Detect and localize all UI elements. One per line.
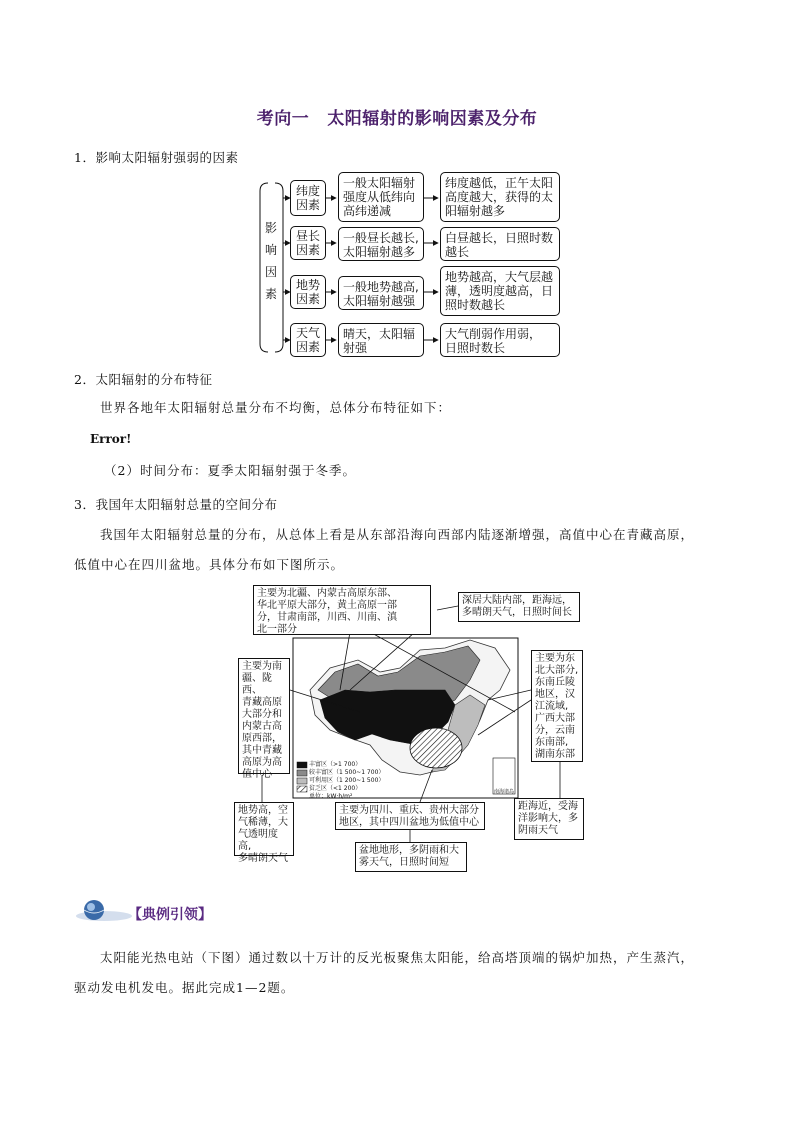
root-label: 影 响 因 素 — [264, 221, 277, 301]
map-label-bottom-center2: 盆地地形，多阴雨和大 雾天气，日照时间短 — [355, 842, 467, 872]
map-label-left: 主要为南 疆、陇西、 青藏高原 大部分和 内蒙古高 原西部， 其中青藏 高原为高 值中心 — [238, 658, 290, 774]
map-label-top-right: 深居大陆内部，距海远， 多晴朗天气，日照时间长 — [458, 592, 580, 622]
effect-daylength: 白昼越长，日照时数 越长 — [440, 227, 560, 261]
section3-heading: 3．我国年太阳辐射总量的空间分布 — [74, 497, 278, 512]
effect-weather: 大气削弱作用弱， 日照时数长 — [440, 323, 560, 357]
example-line2: 驱动发电机发电。据此完成1—2题。 — [74, 980, 295, 995]
section2-heading: 2．太阳辐射的分布特征 — [74, 372, 213, 387]
example-line1: 太阳能光热电站（下图）通过数以十万计的反光板聚焦太阳能，给高塔顶端的锅炉加热，产生蒸汽， — [100, 950, 695, 965]
map-label-right: 主要为东 北大部分, 东南丘陵 地区，汉 江流域, 广西大部 分，云南 东南部, 湖南东部 — [531, 650, 583, 762]
section2-paragraph: 世界各地年太阳辐射总量分布不均衡，总体分布特征如下： — [100, 400, 452, 415]
map-legend: 丰富区（>1 700） 较丰富区（1 500~1 700） 可利用区（1 200~1 500） 贫乏区（<1 200） 单位：kW·h/m² — [309, 761, 385, 800]
factor-latitude: 纬度 因素 — [290, 180, 326, 216]
map-label-top-left: 主要为北疆、内蒙古高原东部、 华北平原大部分，黄土高原一部 分，甘肃南部，川西、川南、滇 北一部分 — [253, 585, 431, 635]
effect-latitude: 纬度越低，正午太阳 高度越大，获得的太 阳辐射越多 — [440, 172, 560, 222]
region-poor — [410, 728, 462, 768]
map-label-left-bottom: 地势高，空 气稀薄，大 气透明度高, 多晴朗天气 — [234, 802, 294, 856]
title-part2: 太阳辐射的影响因素及分布 — [327, 109, 538, 129]
map-label-right-bottom: 距海近，受海 洋影响大，多 阴雨天气 — [514, 798, 584, 840]
section2-item2: （2）时间分布：夏季太阳辐射强于冬季。 — [104, 463, 356, 478]
effect-terrain: 地势越高，大气层越 薄，透明度越高，日 照时数越长 — [440, 266, 560, 316]
globe-icon — [74, 896, 134, 926]
title-part1: 考向一 — [256, 109, 310, 129]
factor-weather: 天气 因素 — [290, 323, 326, 357]
section1-heading: 1．影响太阳辐射强弱的因素 — [74, 150, 239, 165]
map-label-bottom-center: 主要为四川、重庆、贵州大部分 地区，其中四川盆地为低值中心 — [335, 802, 485, 830]
factor-terrain: 地势 因素 — [290, 275, 326, 309]
map-inset-label: 南海诸岛 — [494, 789, 515, 795]
example-heading: 【典例引领】 — [128, 907, 212, 923]
section3-line2: 低值中心在四川盆地。具体分布如下图所示。 — [74, 557, 345, 572]
error-text: Error! — [90, 432, 132, 446]
cause-terrain: 一般地势越高, 太阳辐射越强 — [338, 276, 424, 310]
cause-daylength: 一般昼长越长, 太阳辐射越多 — [338, 227, 424, 261]
cause-latitude: 一般太阳辐射 强度从低纬向 高纬递减 — [338, 172, 424, 222]
factor-daylength: 昼长 因素 — [290, 226, 326, 260]
section3-line1: 我国年太阳辐射总量的分布，从总体上看是从东部沿海向西部内陆逐渐增强，高值中心在青藏高原， — [100, 527, 695, 542]
cause-weather: 晴天，太阳辐 射强 — [338, 323, 424, 357]
